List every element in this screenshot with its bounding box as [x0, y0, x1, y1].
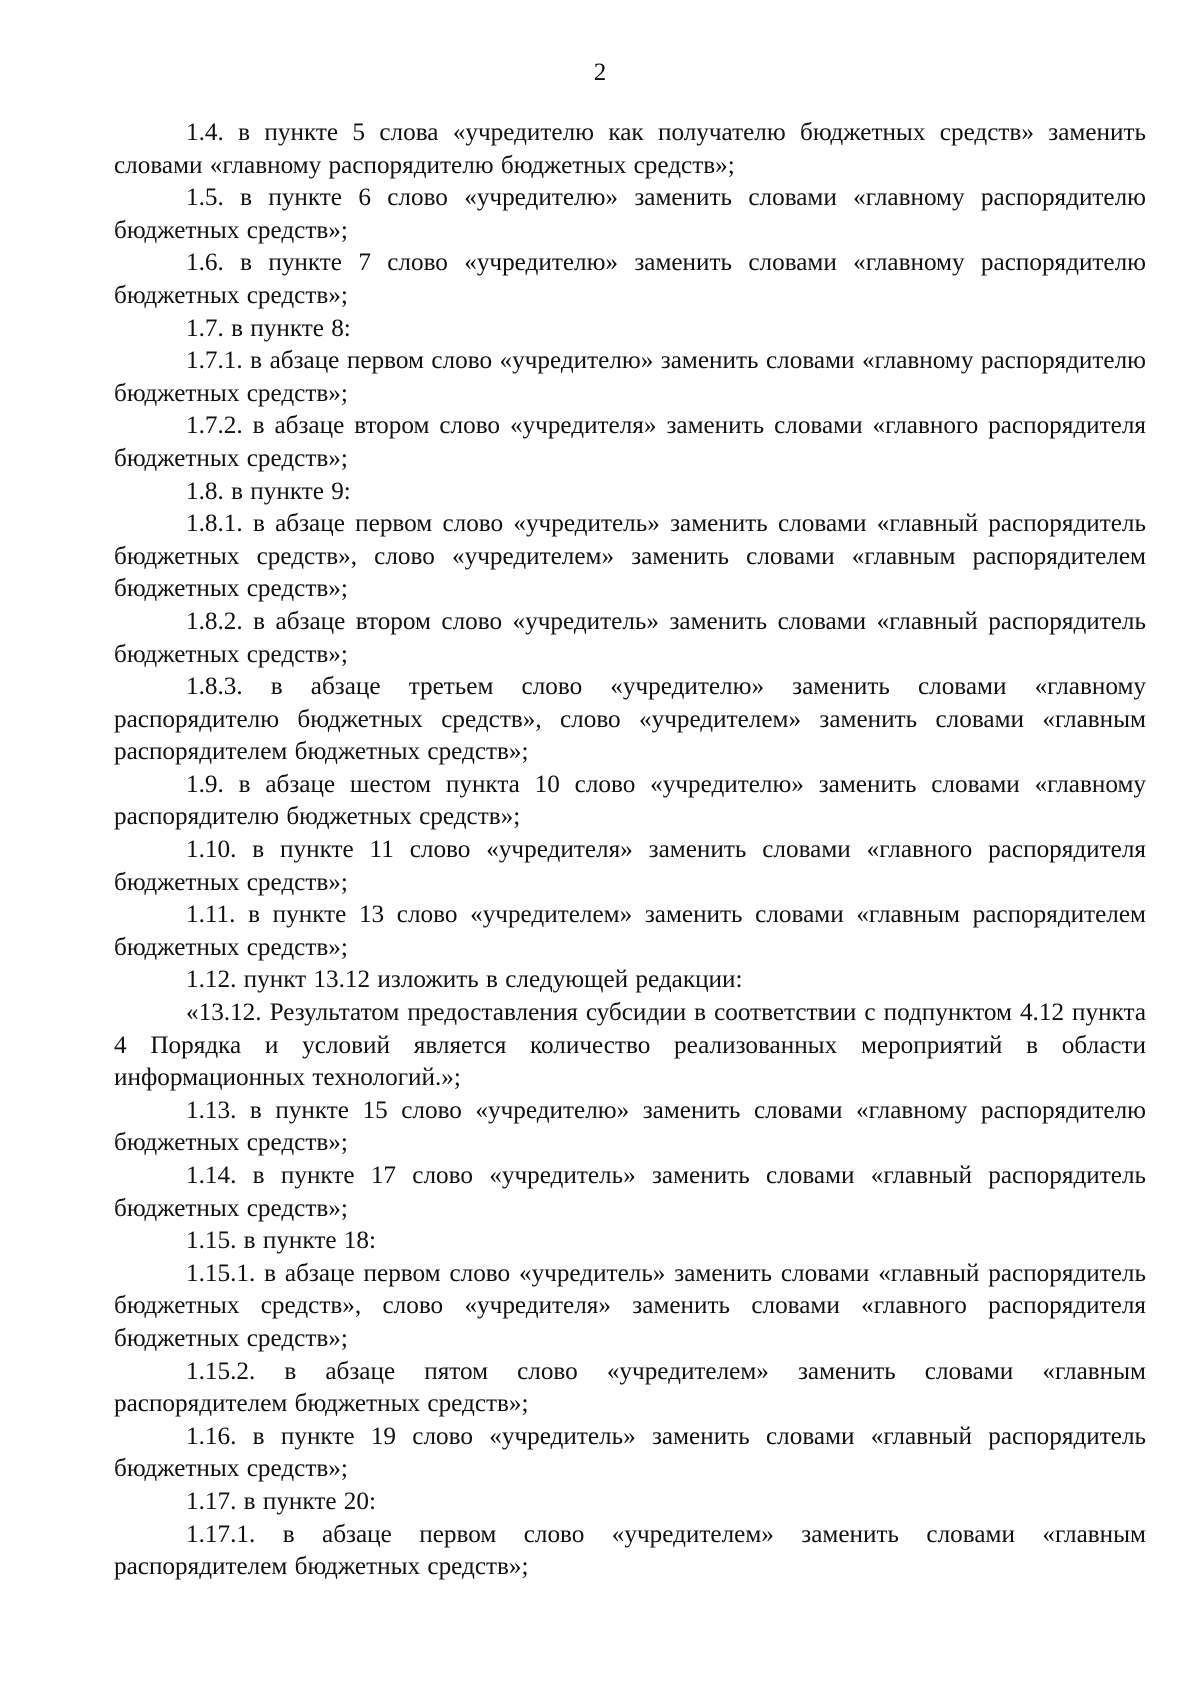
paragraph-1-10: 1.10. в пункте 11 слово «учредителя» заменить словами «главного распорядителя бюджетных средств»;: [114, 836, 1146, 896]
paragraph-1-14: 1.14. в пункте 17 слово «учредитель» заменить словами «главный распорядитель бюджетных средств»;: [114, 1162, 1146, 1222]
paragraph-1-8-2: 1.8.2. в абзаце втором слово «учредитель» заменить словами «главный распорядитель бюджетных средств»;: [114, 607, 1146, 668]
paragraph-1-6: 1.6. в пункте 7 слово «учредителю» заменить словами «главному распорядителю бюджетных средств»;: [114, 249, 1146, 309]
paragraph-1-15-1: 1.15.1. в абзаце первом слово «учредитель» заменить словами «главный распорядитель бюджетных средств», слово «учредителя» заменить словами «главного распорядителя бюджетных средств»;: [114, 1259, 1146, 1352]
paragraph-1-8: 1.8. в пункте 9:: [186, 477, 351, 505]
paragraph-1-11: 1.11. в пункте 13 слово «учредителем» заменить словами «главным распорядителем бюджетных средств»;: [114, 901, 1146, 961]
paragraph-1-13: 1.13. в пункте 15 слово «учредителю» заменить словами «главному распорядителю бюджетных средств»;: [114, 1096, 1146, 1157]
paragraph-1-7-2: 1.7.2. в абзаце втором слово «учредителя» заменить словами «главного распорядителя бюджетных средств»;: [114, 412, 1146, 472]
paragraph-1-17-1: 1.17.1. в абзаце первом слово «учредителем» заменить словами «главным распорядителем бюджетных средств»;: [114, 1520, 1146, 1581]
document-body: [114, 117, 1146, 1584]
paragraph-1-9: 1.9. в абзаце шестом пункта 10 слово «учредителю» заменить словами «главному распорядителю бюджетных средств»;: [114, 770, 1146, 831]
paragraph-1-8-3: 1.8.3. в абзаце третьем слово «учредителю» заменить словами «главному распорядителю бюджетных средств», слово «учредителем» заменить словами «главным распорядителем бюджетных средств»;: [114, 673, 1146, 766]
paragraph-1-16: 1.16. в пункте 19 слово «учредитель» заменить словами «главный распорядитель бюджетных средств»;: [114, 1422, 1146, 1483]
paragraph-1-15-2: 1.15.2. в абзаце пятом слово «учредителем» заменить словами «главным распорядителем бюджетных средств»;: [114, 1357, 1146, 1418]
paragraph-1-7-1: 1.7.1. в абзаце первом слово «учредителю» заменить словами «главному распорядителю бюджетных средств»;: [114, 347, 1146, 407]
page-number: 2: [593, 59, 607, 86]
paragraph-1-12: 1.12. пункт 13.12 изложить в следующей редакции:: [186, 966, 743, 994]
paragraph-13-12-quote: «13.12. Результатом предоставления субсидии в соответствии с подпунктом 4.12 пункта 4 Порядка и условий является количество реализованных мероприятий в области информационных технологий.»;: [114, 999, 1146, 1092]
paragraph-1-15: 1.15. в пункте 18:: [186, 1227, 376, 1255]
paragraph-1-17: 1.17. в пункте 20:: [186, 1487, 376, 1515]
paragraph-1-4: 1.4. в пункте 5 слова «учредителю как получателю бюджетных средств» заменить словами «главному распорядителю бюджетных средств»;: [114, 119, 1146, 179]
paragraph-1-7: 1.7. в пункте 8:: [186, 314, 351, 342]
paragraph-1-8-1: 1.8.1. в абзаце первом слово «учредитель» заменить словами «главный распорядитель бюджетных средств», слово «учредителем» заменить словами «главным распорядителем бюджетных средств»;: [114, 510, 1146, 603]
paragraph-1-5: 1.5. в пункте 6 слово «учредителю» заменить словами «главному распорядителю бюджетных средств»;: [114, 184, 1146, 244]
